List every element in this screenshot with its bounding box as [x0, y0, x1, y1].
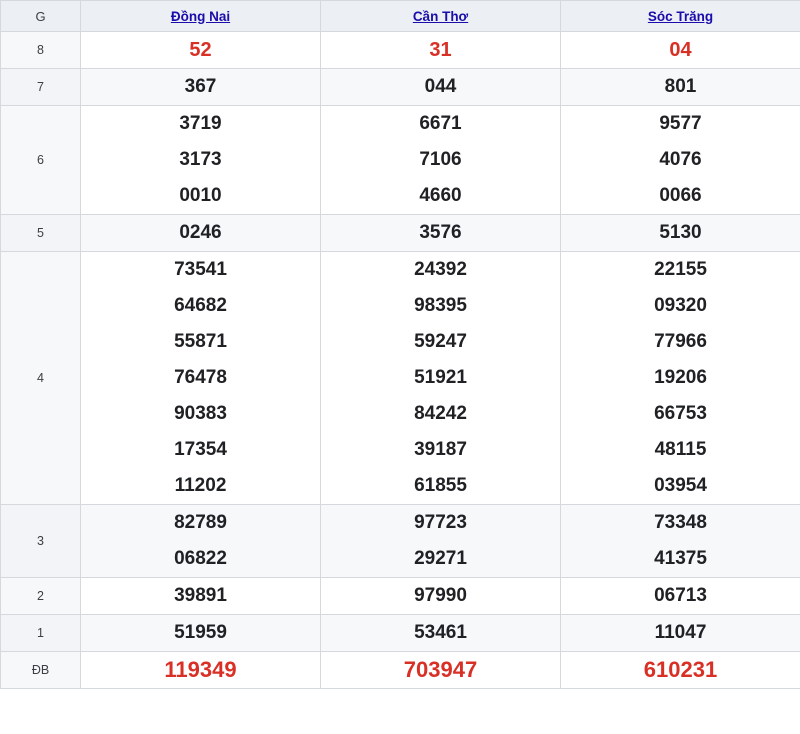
prize-label: 6 [1, 106, 81, 215]
result-number: 610231 [643, 657, 718, 682]
result-number: 64682 [174, 295, 227, 316]
result-number: 97990 [414, 585, 467, 606]
result-number: 119349 [164, 657, 237, 682]
table-header [1, 1, 800, 32]
prize-column-header: G [1, 1, 81, 32]
result-number: 4076 [659, 149, 702, 170]
result-number: 4660 [419, 185, 462, 206]
result-number: 09320 [654, 295, 707, 316]
result-number: 04 [669, 39, 692, 61]
result-number: 77966 [654, 331, 707, 352]
result-cell [321, 615, 561, 652]
table-row [1, 652, 800, 689]
table-row [1, 69, 800, 106]
result-number: 3719 [179, 113, 222, 134]
result-number: 84242 [414, 403, 467, 424]
result-cell [321, 69, 561, 106]
result-number: 06822 [174, 548, 227, 569]
result-number: 03954 [654, 475, 707, 496]
table-row [1, 252, 800, 505]
result-cell [561, 106, 800, 215]
table-row [1, 505, 800, 578]
result-number: 41375 [654, 548, 707, 569]
result-number: 0066 [659, 185, 702, 206]
result-number: 66753 [654, 403, 707, 424]
province-header-2 [561, 1, 800, 32]
result-number: 11047 [654, 622, 707, 643]
result-number: 97723 [414, 512, 467, 533]
table-row [1, 32, 800, 69]
result-number: 51921 [414, 367, 467, 388]
result-number: 39891 [174, 585, 227, 606]
result-cell [321, 505, 561, 578]
result-cell [81, 69, 321, 106]
prize-label: 8 [1, 32, 81, 69]
result-number: 17354 [174, 439, 227, 460]
result-number: 19206 [654, 367, 707, 388]
table-body [1, 32, 800, 689]
result-cell [321, 252, 561, 505]
result-number: 53461 [414, 622, 467, 643]
result-cell [81, 652, 321, 689]
result-number: 59247 [414, 331, 467, 352]
result-cell [561, 69, 800, 106]
result-number: 98395 [414, 295, 467, 316]
result-number: 0010 [179, 185, 222, 206]
table-row [1, 106, 800, 215]
table-row [1, 578, 800, 615]
result-number: 0246 [179, 222, 222, 243]
result-number: 39187 [414, 439, 467, 460]
prize-label: 2 [1, 578, 81, 615]
table-row [1, 615, 800, 652]
result-cell [561, 505, 800, 578]
result-number: 044 [424, 76, 457, 97]
result-cell [321, 32, 561, 69]
result-cell [321, 106, 561, 215]
prize-label: 7 [1, 69, 81, 106]
prize-label: 5 [1, 215, 81, 252]
result-cell [321, 215, 561, 252]
result-cell [81, 505, 321, 578]
result-number: 9577 [659, 113, 702, 134]
result-number: 90383 [174, 403, 227, 424]
table-row [1, 215, 800, 252]
result-number: 11202 [174, 475, 227, 496]
prize-label: 4 [1, 252, 81, 505]
result-cell [81, 252, 321, 505]
result-number: 801 [664, 76, 697, 97]
result-number: 7106 [419, 149, 462, 170]
province-link-2[interactable]: Sóc Trăng [647, 8, 714, 24]
result-number: 5130 [659, 222, 702, 243]
result-number: 48115 [654, 439, 707, 460]
prize-label: ĐB [1, 652, 81, 689]
result-number: 73348 [654, 512, 707, 533]
result-cell [81, 32, 321, 69]
province-link-1[interactable]: Cần Thơ [412, 8, 469, 24]
result-number: 367 [184, 76, 217, 97]
result-number: 3576 [419, 222, 462, 243]
result-number: 3173 [179, 149, 222, 170]
result-cell [561, 652, 800, 689]
province-link-0[interactable]: Đồng Nai [170, 8, 231, 24]
result-number: 703947 [403, 657, 478, 682]
result-number: 22155 [654, 259, 707, 280]
province-header-0 [81, 1, 321, 32]
result-cell [561, 32, 800, 69]
result-number: 51959 [174, 622, 227, 643]
result-cell [561, 252, 800, 505]
result-cell [321, 578, 561, 615]
result-number: 6671 [419, 113, 462, 134]
result-cell [81, 215, 321, 252]
prize-label: 1 [1, 615, 81, 652]
result-cell [81, 615, 321, 652]
result-cell [81, 106, 321, 215]
result-number: 82789 [174, 512, 227, 533]
result-number: 61855 [414, 475, 467, 496]
result-cell [561, 215, 800, 252]
result-number: 31 [429, 39, 452, 61]
result-number: 73541 [174, 259, 227, 280]
result-cell [321, 652, 561, 689]
header-row [1, 1, 800, 32]
result-cell [561, 615, 800, 652]
province-header-1 [321, 1, 561, 32]
result-number: 06713 [654, 585, 707, 606]
result-cell [561, 578, 800, 615]
result-number: 76478 [174, 367, 227, 388]
result-number: 24392 [414, 259, 467, 280]
result-number: 55871 [174, 331, 227, 352]
result-number: 29271 [414, 548, 467, 569]
result-cell [81, 578, 321, 615]
result-number: 52 [189, 39, 212, 61]
prize-label: 3 [1, 505, 81, 578]
